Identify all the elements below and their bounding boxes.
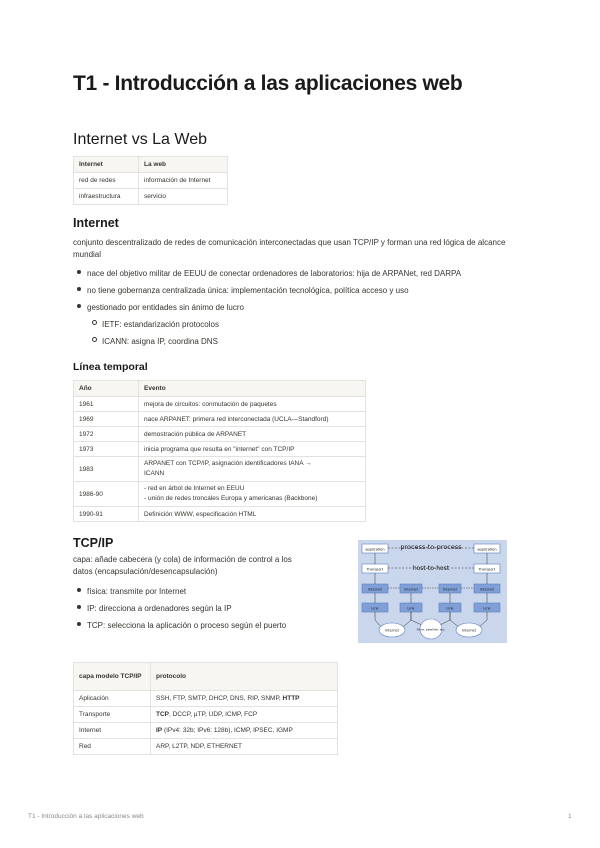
tcpip-protocols-table [73, 662, 338, 755]
diagram-host-label: host-to-host [412, 565, 450, 572]
heading-timeline: Línea temporal [73, 361, 148, 373]
table-cell: infraestructura [74, 189, 139, 205]
page-title: T1 - Introducción a las aplicaciones web [73, 72, 463, 95]
timeline-year: 1961 [74, 397, 139, 412]
internet-bullet-list [73, 265, 461, 350]
diagram-label: Transport [478, 567, 496, 572]
timeline-event: inicia programa que resulta en "internet" con TCP/IP [139, 442, 366, 457]
timeline-table [73, 380, 366, 522]
tcpip-intro [73, 554, 353, 578]
timeline-event-line: ARPANET con TCP/IP, asignación identificadores IANA → [144, 460, 312, 467]
layer-name: Transporte [74, 707, 151, 723]
layer-name: Red [74, 739, 151, 755]
table-header: protocolo [151, 663, 338, 691]
heading-internet: Internet [73, 216, 119, 230]
table-header: Evento [139, 381, 366, 397]
diagram-label: Transport [366, 567, 384, 572]
layer-name: Aplicación [74, 691, 151, 707]
list-item: IP: direcciona a ordenadores según la IP [73, 600, 286, 617]
table-cell: información de Internet [139, 173, 228, 189]
list-item: física: transmite por Internet [73, 583, 286, 600]
diagram-label: Link [483, 606, 491, 611]
timeline-event [139, 457, 366, 482]
layer-name: Internet [74, 723, 151, 739]
tcpip-intro-line: datos (encapsulación/desencapsulación) [73, 567, 218, 576]
diagram-label: Link [407, 606, 415, 611]
list-item: TCP: selecciona la aplicación o proceso según el puerto [73, 617, 286, 634]
list-item: IETF: estandarización protocolos [73, 316, 461, 333]
table-cell: red de redes [74, 173, 139, 189]
table-header: Internet [74, 157, 139, 173]
table-header: Año [74, 381, 139, 397]
list-item: ICANN: asigna IP, coordina DNS [73, 333, 461, 350]
diagram-title: process-to-process [400, 543, 462, 551]
diagram-cloud-label: Fibre, satellite, etc. [416, 627, 446, 632]
table-header: capa modelo TCP/IP [74, 663, 151, 691]
timeline-event [139, 482, 366, 507]
layer-protocols [151, 707, 338, 723]
footer-title: T1 - Introducción a las aplicaciones web [28, 813, 144, 820]
diagram-label: Internet [443, 587, 457, 592]
timeline-event: Definición WWW, especificación HTML [139, 507, 366, 522]
timeline-year: 1973 [74, 442, 139, 457]
diagram-cloud-label: Internet [462, 628, 476, 633]
diagram-label: application [365, 547, 385, 552]
timeline-year: 1972 [74, 427, 139, 442]
layer-protocols [151, 723, 338, 739]
tcpip-bullet-list [73, 583, 286, 634]
timeline-event: nace ARPANET: primera red interconectada (UCLA—Standford) [139, 412, 366, 427]
protocol-text: , DCCP, µTP, UDP, ICMP, FCP [169, 711, 258, 718]
protocol-bold: IP [156, 727, 163, 734]
table-cell: servicio [139, 189, 228, 205]
page-number: 1 [568, 813, 572, 820]
protocol-bold: TCP [156, 711, 169, 718]
protocol-text: ARP, L2TP, NDP, ETHERNET [156, 743, 242, 750]
diagram-label: Internet [404, 587, 418, 592]
diagram-label: Link [371, 606, 379, 611]
timeline-event: demostración pública de ARPANET [139, 427, 366, 442]
diagram-label: Internet [480, 587, 494, 592]
timeline-event-line: ICANN [144, 470, 165, 477]
list-item: gestionado por entidades sin ánimo de lucro [73, 299, 461, 316]
timeline-year: 1969 [74, 412, 139, 427]
tcpip-intro-line: capa: añade cabecera (y cola) de información de control a los [73, 555, 292, 564]
diagram-label: application [477, 547, 497, 552]
timeline-event: mejora de circuitos: conmutación de paquetes [139, 397, 366, 412]
internet-intro: conjunto descentralizado de redes de comunicación interconectadas que usan TCP/IP y forman una red lógica de alcance mundial [73, 238, 506, 259]
layer-protocols [151, 739, 338, 755]
timeline-event-line: - unión de redes troncales Europa y americanas (Backbone) [144, 495, 318, 502]
layer-protocols [151, 691, 338, 707]
protocol-text: SSH, FTP, SMTP, DHCP, DNS, RIP, SNMP, [156, 695, 283, 702]
protocol-bold: HTTP [282, 695, 300, 702]
timeline-year: 1986-90 [74, 482, 139, 507]
heading-internet-vs-web: Internet vs La Web [73, 131, 207, 148]
timeline-year: 1990-91 [74, 507, 139, 522]
list-item: nace del objetivo militar de EEUU de conectar ordenadores de laboratorios: hija de ARPANet, red DARPA [73, 265, 461, 282]
table-header: La web [139, 157, 228, 173]
timeline-event-line: - red en árbol de Internet en EEUU [144, 485, 245, 492]
diagram-label: Internet [368, 587, 382, 592]
list-item: no tiene gobernanza centralizada única: implementación tecnológica, política acceso y uso [73, 282, 461, 299]
timeline-year: 1983 [74, 457, 139, 482]
heading-tcpip: TCP/IP [73, 536, 114, 550]
internet-vs-web-table [73, 156, 228, 205]
tcpip-layers-diagram [358, 540, 507, 643]
diagram-label: Link [446, 606, 454, 611]
diagram-cloud-label: Internet [385, 628, 399, 633]
protocol-text: (IPv4: 32b; IPv6: 128b), ICMP, IPSEC, IGMP [162, 727, 293, 734]
